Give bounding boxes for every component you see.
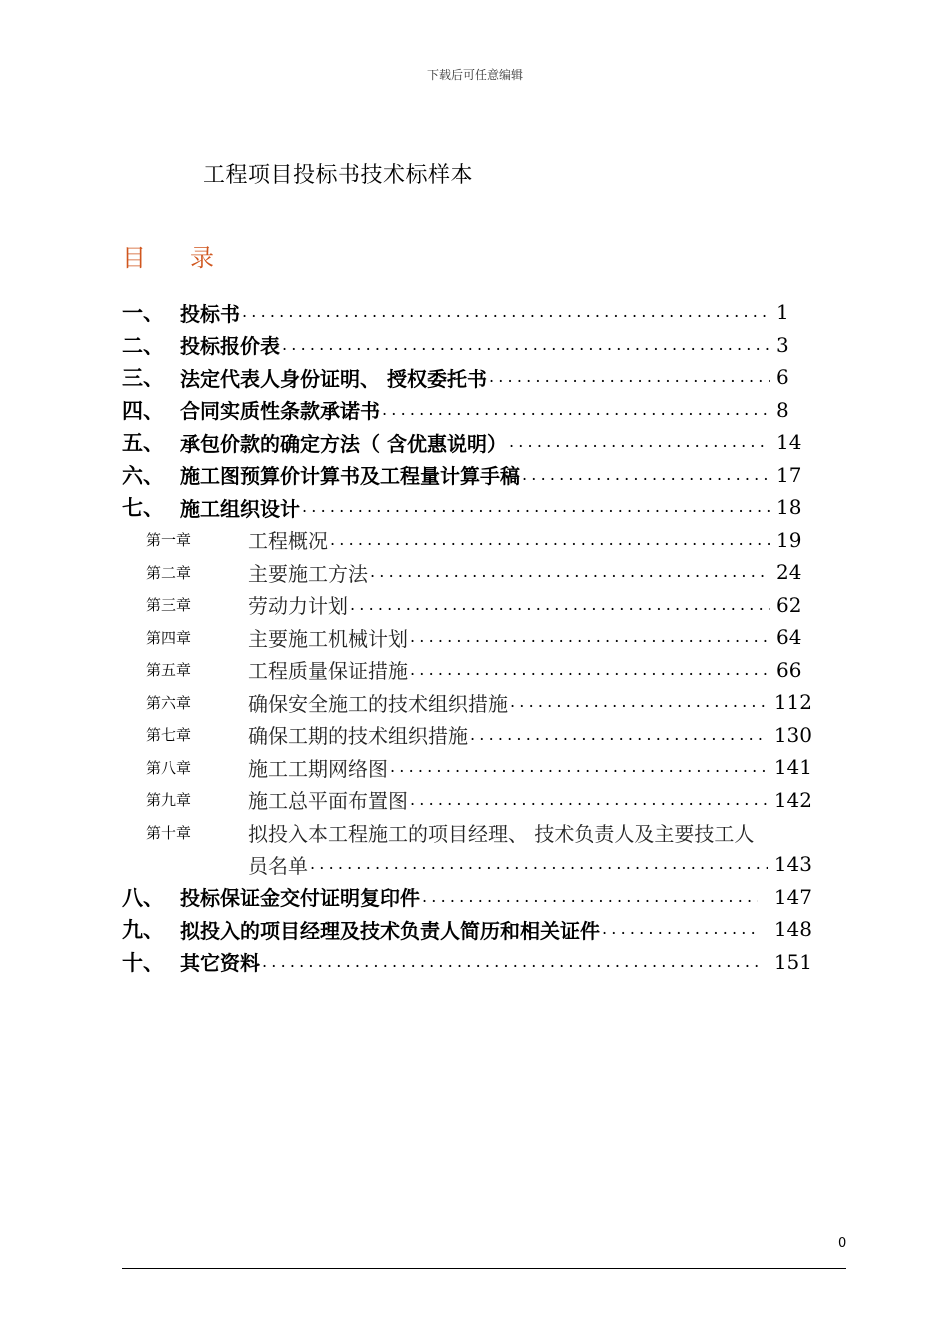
chapter-number: 第五章	[146, 661, 192, 680]
dot-leader	[390, 756, 768, 778]
toc-entry-number: 八、	[122, 885, 164, 910]
dot-leader	[262, 951, 758, 973]
toc-entry-7[interactable]	[122, 491, 812, 524]
toc-entry-page: 147	[773, 884, 812, 909]
chapter-entry-10[interactable]	[122, 816, 812, 848]
toc-entry-label: 投标书	[180, 301, 240, 326]
page-number: 0	[838, 1236, 847, 1251]
chapter-page: 19	[776, 527, 802, 552]
toc-entry-page: 18	[776, 495, 802, 520]
toc-entry-page: 17	[776, 462, 802, 487]
chapter-entry-5[interactable]	[122, 654, 812, 687]
chapter-page: 141	[773, 755, 812, 780]
toc-heading-second: 录	[190, 244, 214, 272]
table-of-contents	[122, 296, 846, 978]
dot-leader	[302, 496, 770, 518]
toc-entry-number: 二、	[122, 333, 164, 358]
chapter-label-line2: 员名单	[248, 853, 308, 878]
toc-entry-1[interactable]	[122, 296, 812, 329]
chapter-label: 施工工期网络图	[248, 756, 388, 781]
toc-entry-9[interactable]	[122, 913, 812, 946]
chapter-number: 第三章	[146, 596, 192, 615]
chapter-number: 第九章	[146, 791, 192, 810]
document-title: 工程项目投标书技术标样本	[203, 163, 474, 188]
dot-leader	[370, 561, 770, 583]
chapter-number: 第四章	[146, 628, 192, 647]
toc-entry-label: 法定代表人身份证明、 授权委托书	[180, 366, 487, 391]
chapter-label: 劳动力计划	[248, 594, 348, 619]
dot-leader	[602, 918, 758, 940]
dot-leader	[382, 399, 770, 421]
toc-entry-page: 8	[776, 397, 789, 422]
dot-leader	[510, 691, 768, 713]
dot-leader	[470, 724, 768, 746]
chapter-page: 66	[776, 657, 802, 682]
chapter-number: 第二章	[146, 563, 192, 582]
header-note: 下载后可任意编辑	[426, 68, 523, 82]
chapter-entry-3[interactable]	[122, 589, 812, 622]
toc-entry-page: 14	[776, 430, 802, 455]
toc-entry-3[interactable]	[122, 361, 812, 394]
toc-entry-label: 承包价款的确定方法（ 含优惠说明）	[180, 431, 507, 456]
toc-entry-5[interactable]	[122, 426, 812, 459]
toc-entry-label: 投标报价表	[180, 334, 280, 359]
chapter-number: 第七章	[146, 726, 192, 745]
toc-heading-first: 目	[122, 244, 146, 272]
toc-entry-page: 3	[776, 332, 789, 357]
toc-entry-number: 六、	[122, 463, 164, 488]
chapter-label-line1: 拟投入本工程施工的项目经理、 技术负责人及主要技工人	[248, 821, 755, 846]
toc-entry-page: 148	[773, 917, 812, 942]
chapter-entry-4[interactable]	[122, 621, 812, 654]
chapter-page: 24	[776, 560, 802, 585]
chapter-entry-1[interactable]	[122, 524, 812, 557]
toc-entry-label: 施工图预算价计算书及工程量计算手稿	[180, 464, 520, 489]
toc-entry-8[interactable]	[122, 881, 812, 914]
chapter-label: 工程质量保证措施	[248, 659, 408, 684]
chapter-entry-9[interactable]	[122, 784, 812, 817]
chapter-label: 确保安全施工的技术组织措施	[248, 691, 508, 716]
toc-entry-number: 四、	[122, 398, 164, 423]
chapter-page: 143	[773, 852, 812, 877]
chapter-entry-8[interactable]	[122, 751, 812, 784]
toc-entry-label: 施工组织设计	[180, 496, 300, 521]
chapter-number: 第十章	[146, 823, 192, 842]
chapter-number: 第八章	[146, 758, 192, 777]
dot-leader	[410, 789, 768, 811]
dot-leader	[242, 301, 770, 323]
dot-leader	[422, 886, 758, 908]
dot-leader	[410, 626, 770, 648]
chapter-number: 第一章	[146, 531, 192, 550]
toc-entry-page: 151	[773, 949, 812, 974]
dot-leader	[410, 659, 770, 681]
chapter-page: 142	[773, 787, 812, 812]
toc-entry-label: 拟投入的项目经理及技术负责人简历和相关证件	[180, 918, 600, 943]
toc-heading	[122, 238, 214, 273]
toc-entry-label: 投标保证金交付证明复印件	[180, 886, 420, 911]
toc-entry-number: 三、	[122, 366, 164, 391]
chapter-label: 确保工期的技术组织措施	[248, 724, 468, 749]
toc-entry-page: 6	[776, 365, 789, 390]
dot-leader	[330, 529, 770, 551]
toc-entry-number: 九、	[122, 918, 164, 943]
chapter-page: 130	[773, 722, 812, 747]
toc-entry-6[interactable]	[122, 459, 812, 492]
toc-entry-number: 七、	[122, 496, 164, 521]
chapter-page: 62	[776, 592, 802, 617]
toc-entry-number: 一、	[122, 301, 164, 326]
toc-entry-label: 其它资料	[180, 951, 260, 976]
chapter-label: 主要施工方法	[248, 561, 368, 586]
chapter-entry-2[interactable]	[122, 556, 812, 589]
toc-entry-2[interactable]	[122, 329, 812, 362]
chapter-label: 主要施工机械计划	[248, 626, 408, 651]
toc-entry-10[interactable]	[122, 946, 812, 979]
chapter-entry-10-continued[interactable]	[122, 848, 812, 881]
footer-rule	[122, 1268, 846, 1269]
toc-entry-number: 十、	[122, 950, 164, 975]
dot-leader	[509, 431, 770, 453]
toc-entry-number: 五、	[122, 431, 164, 456]
chapter-entry-6[interactable]	[122, 686, 812, 719]
dot-leader	[489, 366, 770, 388]
chapter-entry-7[interactable]	[122, 719, 812, 752]
chapter-label: 工程概况	[248, 529, 328, 554]
chapter-label: 施工总平面布置图	[248, 789, 408, 814]
dot-leader	[350, 594, 770, 616]
dot-leader	[522, 464, 770, 486]
toc-entry-page: 1	[776, 300, 789, 325]
toc-entry-4[interactable]	[122, 394, 812, 427]
chapter-page: 112	[773, 690, 812, 715]
chapter-page: 64	[776, 625, 802, 650]
dot-leader	[310, 853, 768, 875]
chapter-number: 第六章	[146, 693, 192, 712]
toc-entry-label: 合同实质性条款承诺书	[180, 399, 380, 424]
dot-leader	[282, 334, 770, 356]
